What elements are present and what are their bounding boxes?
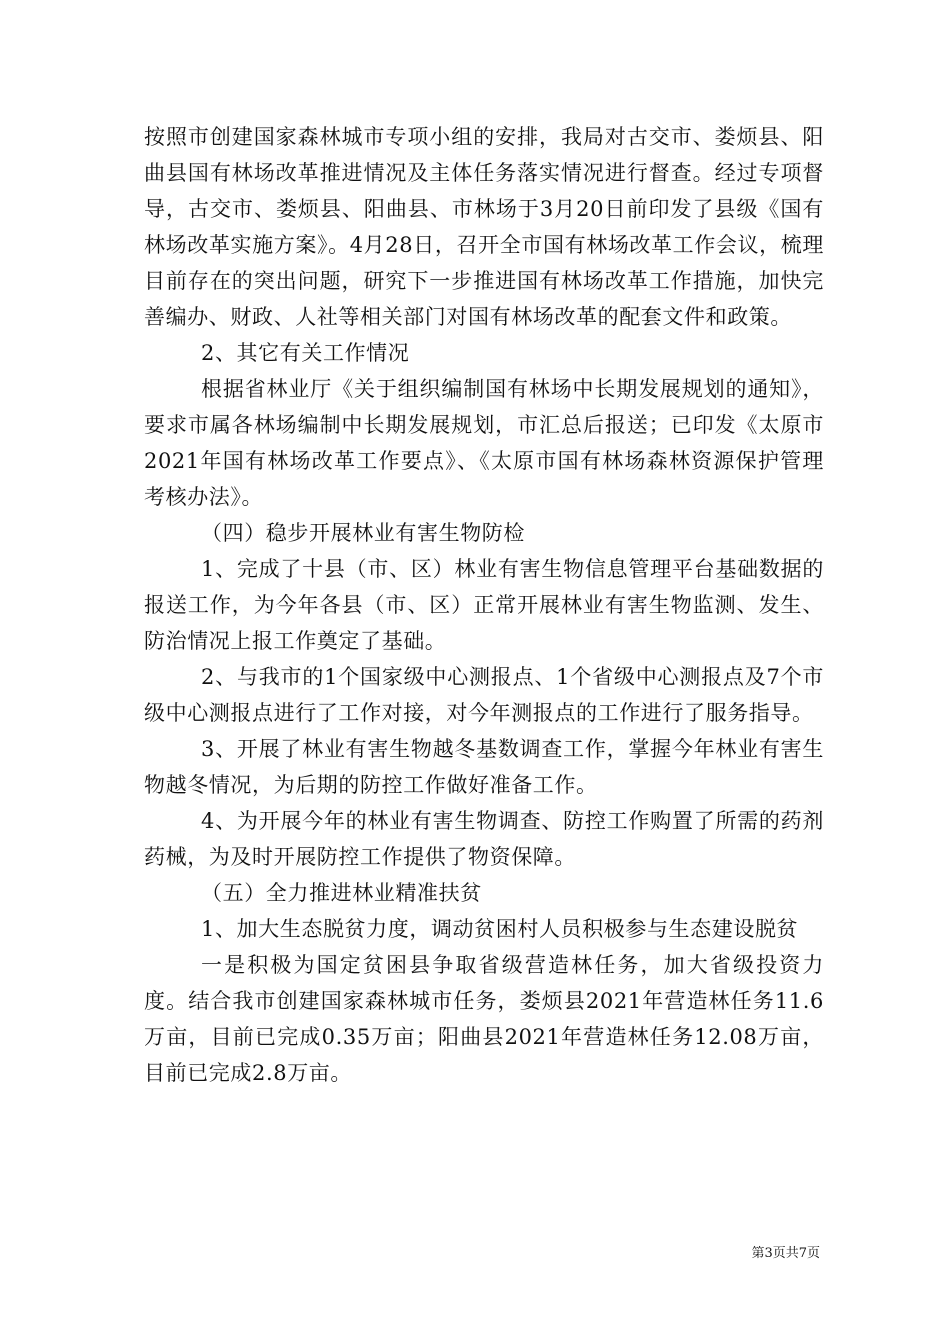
document-body [144, 119, 824, 1091]
paragraph-pest-item-3: 3、开展了林业有害生物越冬基数调查工作，掌握今年林业有害生物越冬情况，为后期的防控工作做好准备工作。 [144, 737, 824, 797]
section-pest-control: （四）稳步开展林业有害生物防检 [201, 521, 525, 545]
paragraph-forest-farm-reform: 按照市创建国家森林城市专项小组的安排，我局对古交市、娄烦县、阳曲县国有林场改革推进情况及主体任务落实情况进行督查。经过专项督导，古交市、娄烦县、阳曲县、市林场于3月20日前印发了县级《国有林场改革实施方案》。4月28日，召开全市国有林场改革工作会议，梳理目前存在的突出问题，研究下一步推进国有林场改革工作措施，加快完善编办、财政、人社等相关部门对国有林场改革的配套文件和政策。 [144, 125, 824, 329]
paragraph-pest-item-1: 1、完成了十县（市、区）林业有害生物信息管理平台基础数据的报送工作，为今年各县（市、区）正常开展林业有害生物监测、发生、防治情况上报工作奠定了基础。 [144, 557, 824, 653]
paragraph-pest-item-4: 4、为开展今年的林业有害生物调查、防控工作购置了所需的药剂药械，为及时开展防控工作提供了物资保障。 [144, 809, 824, 869]
paragraph-poverty-item-1: 1、加大生态脱贫力度，调动贫困村人员积极参与生态建设脱贫 [201, 917, 799, 941]
paragraph-afforestation-tasks: 一是积极为国定贫困县争取省级营造林任务，加大省级投资力度。结合我市创建国家森林城市任务，娄烦县2021年营造林任务11.6万亩，目前已完成0.35万亩；阳曲县2021年营造林任务12.08万亩，目前已完成2.8万亩。 [144, 953, 824, 1085]
paragraph-development-plan: 根据省林业厅《关于组织编制国有林场中长期发展规划的通知》，要求市属各林场编制中长期发展规划，市汇总后报送；已印发《太原市2021年国有林场改革工作要点》、《太原市国有林场森林资源保护管理考核办法》。 [144, 377, 824, 509]
section-other-work: 2、其它有关工作情况 [201, 341, 410, 365]
section-poverty-alleviation: （五）全力推进林业精准扶贫 [201, 881, 482, 905]
paragraph-pest-item-2: 2、与我市的1个国家级中心测报点、1个省级中心测报点及7个市级中心测报点进行了工作对接，对今年测报点的工作进行了服务指导。 [144, 665, 824, 725]
page-number-footer: 第3页共7页 [751, 1246, 820, 1261]
